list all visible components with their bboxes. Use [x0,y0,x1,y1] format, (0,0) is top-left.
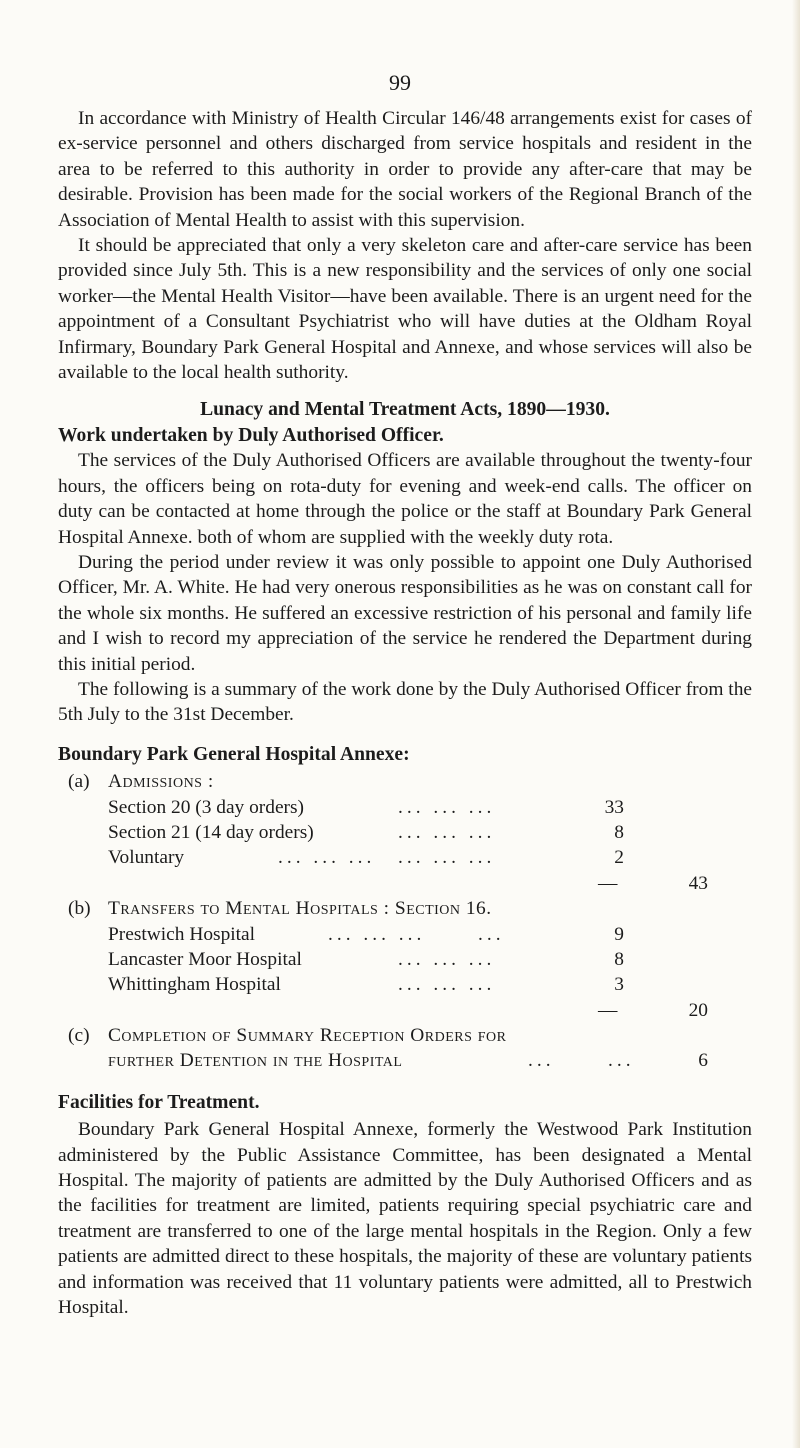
completion-line-2: further Detention in the Hospital [108,1050,403,1072]
row-value: 9 [614,923,624,945]
subtotal-dash: — [598,872,618,894]
lunacy-paragraph-2: During the period under review it was only possible to appoint one Duly Authorised Officer, Mr. A. White. He had very onerous responsibilities as he was on constant call for the whole six months. He suffered an excessive restriction of his personal and family life and I wish to record my appreciation of the service he rendered the Department during this initial period. [58,551,752,675]
facilities-heading: Facilities for Treatment. [58,1091,260,1113]
completion-row-2 [58,1048,752,1073]
completion-line-1: Completion of Summary Reception Orders for [108,1025,507,1047]
table-row [58,972,752,997]
completion-value: 6 [698,1050,708,1072]
leader-dots: ... [478,923,505,945]
table-row [58,922,752,947]
table-row [58,947,752,972]
page-number: 99 [389,70,411,95]
admissions-heading-row [58,769,752,794]
mark-a: (a) [68,771,90,793]
work-heading: Work undertaken by Duly Authorised Officer. [58,424,444,446]
leader-dots: ... ... ... [278,847,376,869]
table-row [58,795,752,820]
lunacy-heading: Lunacy and Mental Treatment Acts, 1890—1930. [200,399,610,421]
lunacy-paragraph-1: The services of the Duly Authorised Officers are available throughout the twenty-four hours, the officers being on rota-duty for evening and week-end calls. The officer on duty can be contacted at home through the police or the staff at Boundary Park General Hospital Annexe. both of whom are supplied with the weekly duty rota. [58,450,752,548]
row-value: 8 [614,948,624,970]
intro-paragraph-2: It should be appreciated that only a very skeleton care and after-care service has been provided since July 5th. This is a new responsibility and the services of only one social worker—the Mental Health Visitor—have been available. There is an urgent need for the appointment of a Consultant Psychiatrist who will have duties at the Oldham Royal Infirmary, Boundary Park General Hospital and Annexe, and whose services will also be available to the local health suthority. [58,235,752,384]
page-edge-shadow [792,0,800,1448]
intro-paragraph-1: In accordance with Ministry of Health Circular 146/48 arrangements exist for cases of ex-service personnel and others discharged from service hospitals and resident in the area to be referred to this authority in order to provide any after-care that may be desirable. Provision has been made for the social workers of the Regional Branch of the Association of Mental Health to assist with this supervision. [58,108,752,231]
mark-c: (c) [68,1025,90,1047]
leader-dots: ... ... ... [398,796,496,818]
leader-dots: ... ... ... [328,923,426,945]
table-row [58,820,752,845]
row-value: 8 [614,821,624,843]
leader-dots: ... ... ... [398,821,496,843]
row-label: Prestwich Hospital [108,923,256,945]
row-label: Section 21 (14 day orders) [108,821,314,843]
subtotal-row [58,998,752,1023]
subtotal-value: 43 [688,872,708,894]
summary-title: Boundary Park General Hospital Annexe: [58,743,410,765]
row-label: Voluntary [108,847,185,869]
leader-dots: ... ... ... [398,948,496,970]
leader-dots: ... [528,1050,555,1072]
subtotal-row [58,871,752,896]
subtotal-value: 20 [688,999,708,1021]
row-label: Section 20 (3 day orders) [108,796,305,818]
completion-row-1 [58,1023,752,1048]
row-value: 3 [614,974,624,996]
row-label: Lancaster Moor Hospital [108,948,302,970]
leader-dots: ... ... ... [398,974,496,996]
transfers-heading: Transfers to Mental Hospitals : Section 16. [108,898,492,920]
subtotal-dash: — [598,999,618,1021]
leader-dots: ... [608,1050,635,1072]
mark-b: (b) [68,898,91,920]
leader-dots: ... ... ... [398,847,496,869]
facilities-paragraph: Boundary Park General Hospital Annexe, formerly the Westwood Park Institution administered by the Public Assistance Committee, has been designated a Mental Hospital. The majority of patients are admitted by the Duly Authorised Officers and as the facilities for treatment are limited, patients requiring special psychiatric care and treatment are transferred to one of the large mental hospitals in the Region. Only a few patients are admitted direct to these hospitals, the majority of these are voluntary patients and information was received that 11 voluntary patients were admitted, all to Prestwich Hospital. [58,1119,752,1319]
lunacy-paragraph-3: The following is a summary of the work done by the Duly Authorised Officer from the 5th July to the 31st December. [58,678,752,726]
row-value: 33 [604,796,624,818]
transfers-heading-row [58,896,752,921]
row-value: 2 [614,847,624,869]
admissions-heading: Admissions : [108,771,214,793]
body-text [58,106,752,1321]
table-row [58,845,752,870]
row-label: Whittingham Hospital [108,974,281,996]
